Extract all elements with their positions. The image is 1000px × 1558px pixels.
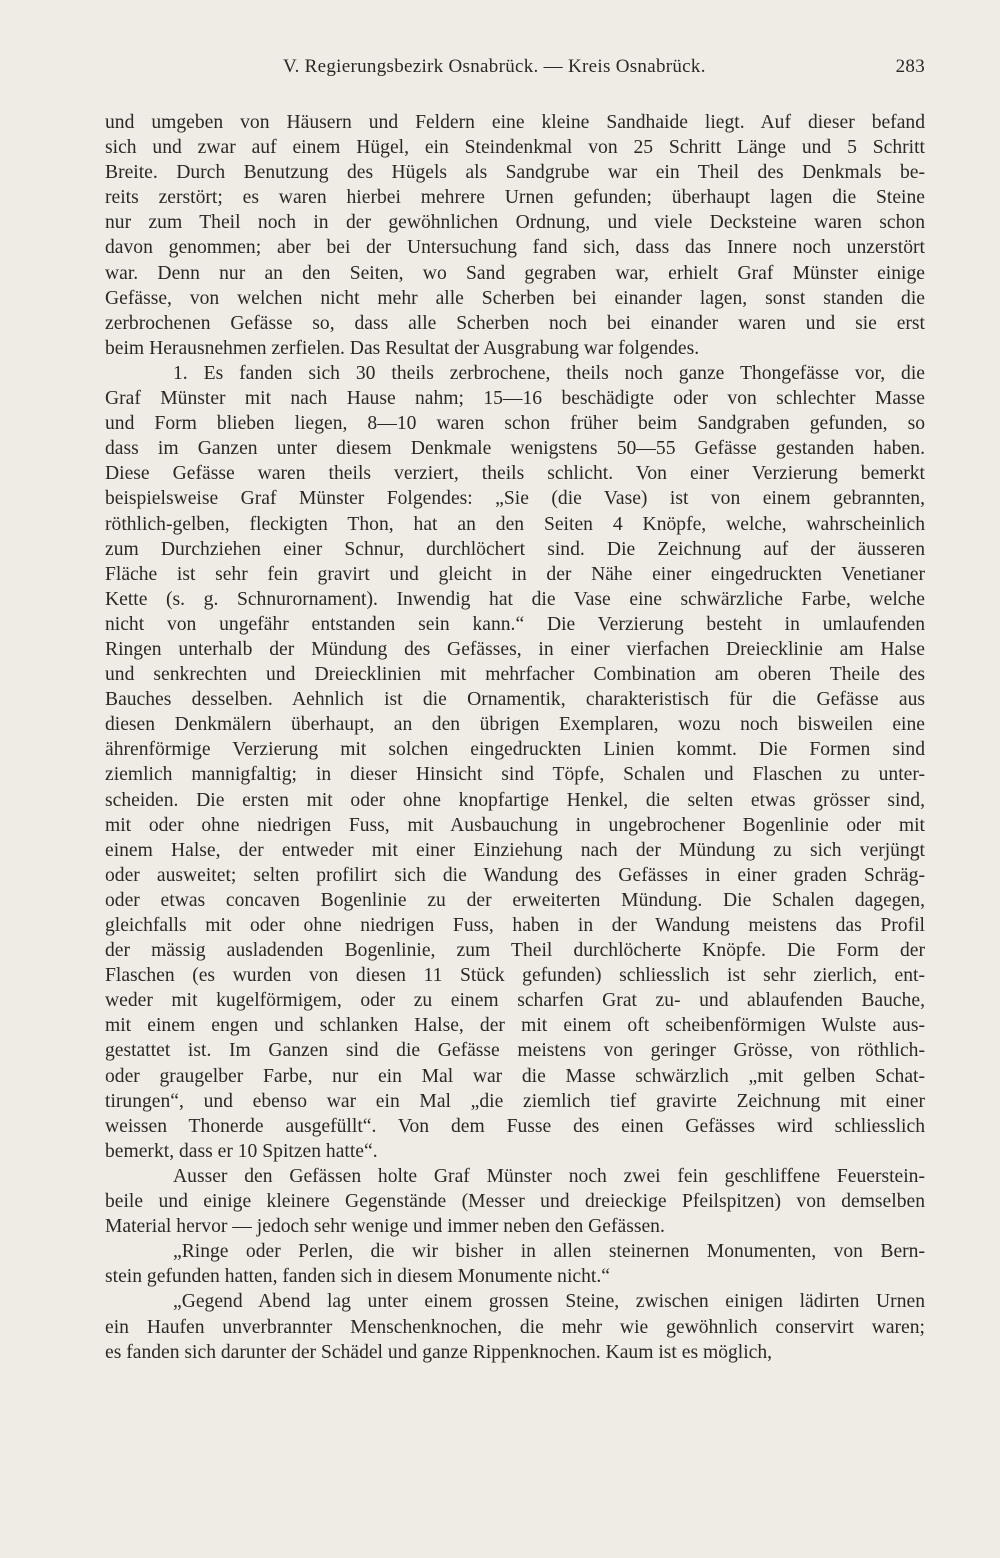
text-line: ein Haufen unverbrannter Menschenknochen, die mehr wie gewöhnlich conservirt waren;: [105, 1316, 925, 1338]
text-line: und senkrechten und Dreiecklinien mit mehrfacher Combination am oberen Theile des: [105, 664, 925, 686]
text-line: mit einem engen und schlanken Halse, der mit einem oft scheibenförmigen Wulste aus-: [105, 1015, 925, 1037]
text-line: Material hervor — jedoch sehr wenige und immer neben den Gefässen.: [105, 1216, 665, 1238]
text-line: stein gefunden hatten, fanden sich in diesem Monumente nicht.“: [105, 1266, 610, 1288]
text-line: beispielsweise Graf Münster Folgendes: „Sie (die Vase) ist von einem gebrannten,: [105, 488, 925, 510]
text-line: Fläche ist sehr fein gravirt und gleicht in der Nähe einer eingedruckten Venetianer: [105, 563, 925, 585]
text-line: es fanden sich darunter der Schädel und ganze Rippenknochen. Kaum ist es möglich,: [105, 1341, 773, 1363]
text-line: zerbrochenen Gefässe so, dass alle Scherben noch bei einander waren und sie erst: [105, 312, 925, 334]
paragraph: [105, 110, 925, 361]
text-line: 1. Es fanden sich 30 theils zerbrochene, theils noch ganze Thongefässe vor, die: [173, 362, 925, 384]
text-line: nur zum Theil noch in der gewöhnlichen Ordnung, und viele Decksteine waren schon: [105, 212, 925, 234]
text-line: zum Durchziehen einer Schnur, durchlöchert sind. Die Zeichnung auf der äusseren: [105, 538, 925, 560]
text-line: der mässig ausladenden Bogenlinie, zum Theil durchlöcherte Knöpfe. Die Form der: [105, 940, 925, 962]
text-line: scheiden. Die ersten mit oder ohne knopfartige Henkel, die selten etwas grösser sind,: [105, 789, 925, 811]
text-line: und umgeben von Häusern und Feldern eine kleine Sandhaide liegt. Auf dieser befand: [105, 112, 925, 133]
text-line: davon genommen; aber bei der Untersuchung fand sich, dass das Innere noch unzerstört: [105, 237, 925, 259]
text-line: nicht von ungefähr entstanden sein kann.“ Die Verzierung besteht in umlaufenden: [105, 613, 925, 635]
page-number: 283: [895, 56, 925, 77]
text-line: „Gegend Abend lag unter einem grossen Steine, zwischen einigen lädirten Urnen: [173, 1291, 925, 1313]
text-line: ährenförmige Verzierung mit solchen eingedruckten Linien kommt. Die Formen sind: [105, 739, 925, 761]
text-line: reits zerstört; es waren hierbei mehrere Urnen gefunden; überhaupt lagen die Steine: [105, 187, 925, 209]
text-line: Ringen unterhalb der Mündung des Gefässes, in einer vierfachen Dreiecklinie am Halse: [105, 638, 925, 660]
text-line: Graf Münster mit nach Hause nahm; 15—16 beschädigte oder von schlechter Masse: [105, 388, 925, 410]
paragraph: [105, 1289, 925, 1364]
text-line: beim Herausnehmen zerfielen. Das Resultat der Ausgrabung war folgendes.: [105, 337, 700, 359]
text-line: bemerkt, dass er 10 Spitzen hatte“.: [105, 1140, 378, 1162]
text-line: Flaschen (es wurden von diesen 11 Stück gefunden) schliesslich ist sehr zierlich, ent-: [105, 965, 925, 987]
text-line: gleichfalls mit oder ohne niedrigen Fuss, haben in der Wandung meistens das Profil: [105, 915, 925, 936]
paragraph: [105, 361, 925, 1164]
text-line: oder ausweitet; selten profilirt sich die Wandung des Gefässes in einer graden Schräg-: [105, 864, 925, 886]
text-line: Breite. Durch Benutzung des Hügels als Sandgrube war ein Theil des Denkmals be-: [105, 162, 925, 184]
text-line: beile und einige kleinere Gegenstände (Messer und dreieckige Pfeilspitzen) von demselben: [105, 1191, 925, 1213]
text-line: ziemlich mannigfaltig; in dieser Hinsicht sind Töpfe, Schalen und Flaschen zu unter-: [105, 764, 925, 786]
text-line: Bauches desselben. Aehnlich ist die Ornamentik, charakteristisch für die Gefässe aus: [105, 689, 925, 711]
text-line: weissen Thonerde ausgefüllt“. Von dem Fusse des einen Gefässes wird schliesslich: [105, 1115, 925, 1137]
running-title: V. Regierungsbezirk Osnabrück. — Kreis Osnabrück.: [283, 56, 706, 77]
text-line: gestattet ist. Im Ganzen sind die Gefässe meistens von geringer Grösse, von röthlich-: [105, 1040, 925, 1062]
text-line: Ausser den Gefässen holte Graf Münster noch zwei fein geschliffene Feuerstein-: [173, 1165, 925, 1187]
text-line: Kette (s. g. Schnurornament). Inwendig hat die Vase eine schwärzliche Farbe, welche: [105, 588, 925, 610]
running-header: [105, 56, 925, 86]
text-line: einem Halse, der entweder mit einer Einziehung nach der Mündung zu sich verjüngt: [105, 839, 925, 861]
text-line: dass im Ganzen unter diesem Denkmale wenigstens 50—55 Gefässe gestanden haben.: [105, 438, 925, 460]
text-line: diesen Denkmälern überhaupt, an den übrigen Exemplaren, wozu noch bisweilen eine: [105, 714, 925, 736]
text-line: röthlich-gelben, fleckigten Thon, hat an den Seiten 4 Knöpfe, welche, wahrscheinlich: [105, 513, 925, 535]
text-line: und Form blieben liegen, 8—10 waren schon früher beim Sandgraben gefunden, so: [105, 413, 925, 435]
text-line: oder graugelber Farbe, nur ein Mal war die Masse schwärzlich „mit gelben Schat-: [105, 1065, 925, 1087]
text-line: oder etwas concaven Bogenlinie zu der erweiterten Mündung. Die Schalen dagegen,: [105, 889, 925, 911]
text-line: Gefässe, von welchen nicht mehr alle Scherben bei einander lagen, sonst standen die: [105, 287, 925, 309]
body-text: [105, 110, 925, 1365]
text-line: war. Denn nur an den Seiten, wo Sand gegraben war, erhielt Graf Münster einige: [105, 262, 925, 284]
paragraph: [105, 1164, 925, 1239]
text-line: Diese Gefässe waren theils verziert, theils schlicht. Von einer Verzierung bemerkt: [105, 463, 925, 485]
text-line: tirungen“, und ebenso war ein Mal „die ziemlich tief gravirte Zeichnung mit einer: [105, 1090, 925, 1112]
text-line: sich und zwar auf einem Hügel, ein Steindenkmal von 25 Schritt Länge und 5 Schritt: [105, 137, 925, 159]
text-line: mit oder ohne niedrigen Fuss, mit Ausbauchung in ungebrochener Bogenlinie oder mit: [105, 814, 925, 836]
text-line: weder mit kugelförmigem, oder zu einem scharfen Grat zu- und ablaufenden Bauche,: [105, 990, 925, 1012]
paragraph: [105, 1239, 925, 1289]
text-line: „Ringe oder Perlen, die wir bisher in allen steinernen Monumenten, von Bern-: [173, 1241, 925, 1263]
